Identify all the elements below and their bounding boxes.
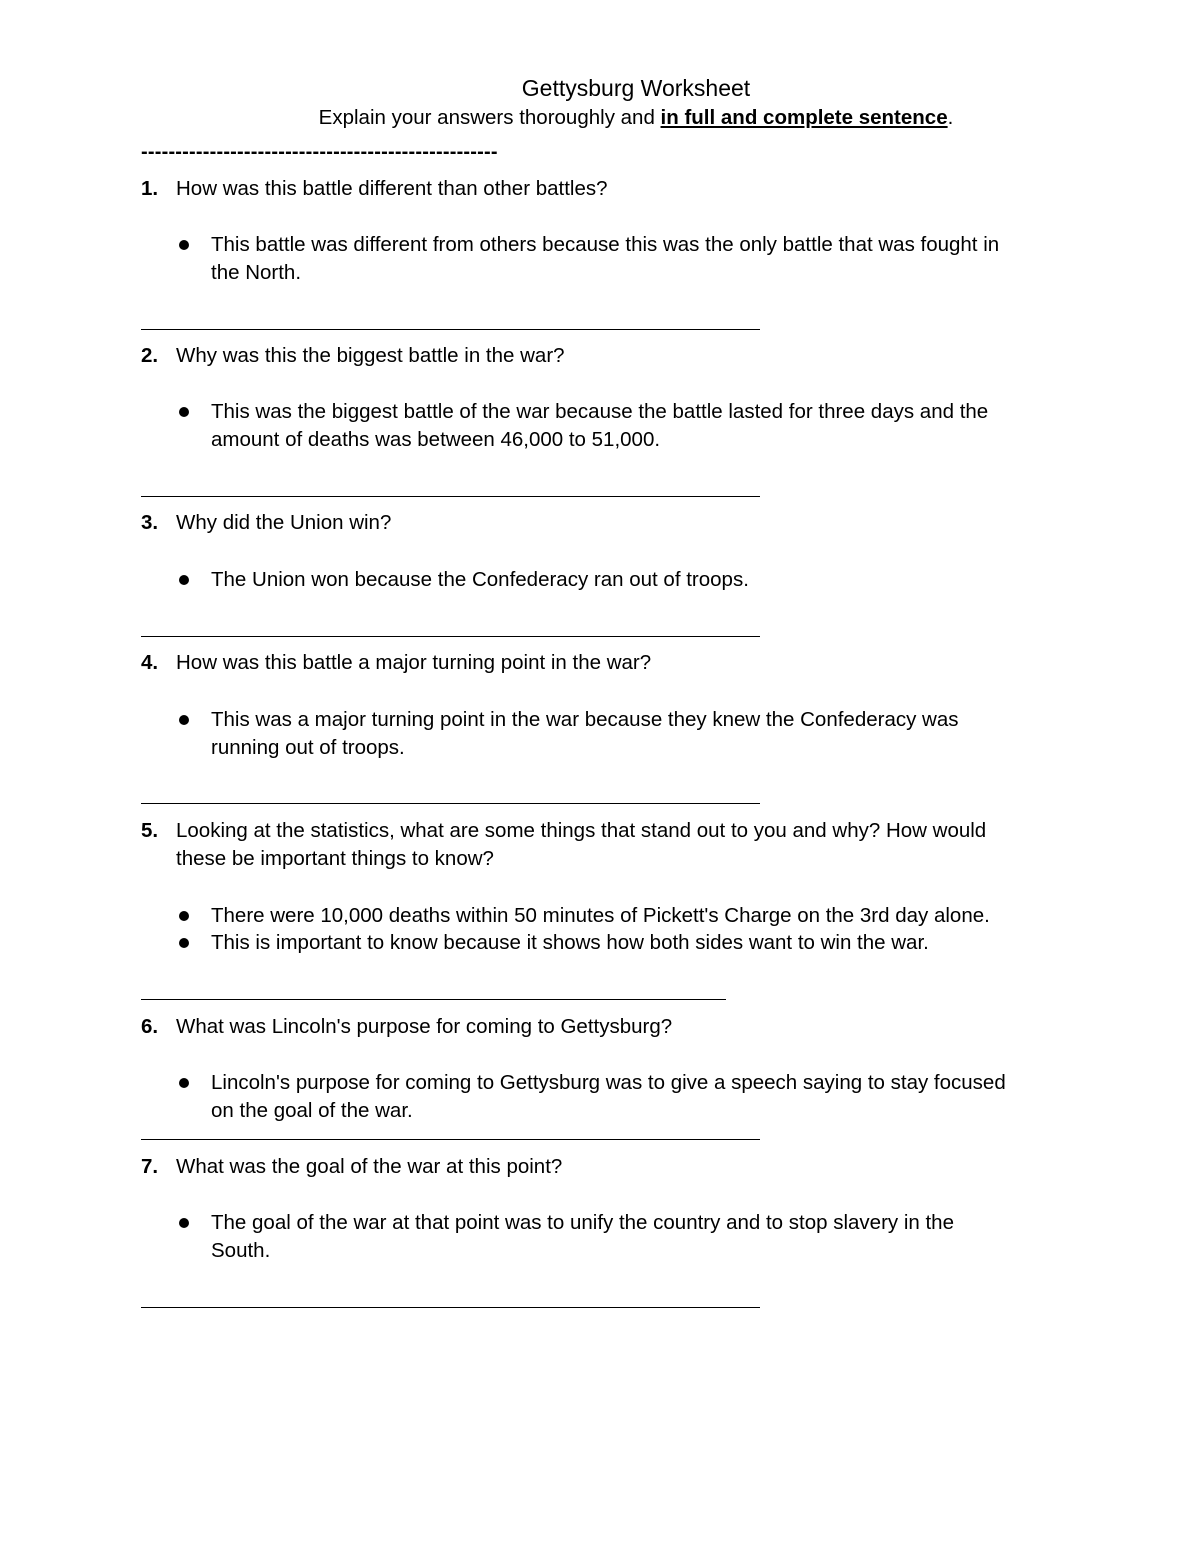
instructions-emphasis: in full and complete sentence <box>660 106 948 129</box>
question-text: How was this battle different than other battles? <box>176 177 608 200</box>
instructions-text: Explain your answers thoroughly and <box>318 106 661 129</box>
answer-line: running out of troops. <box>211 736 405 759</box>
bullet-icon <box>179 407 189 417</box>
instructions <box>0 103 1200 133</box>
question-number: 1. <box>141 177 159 200</box>
answer-line: South. <box>211 1239 271 1262</box>
bullet-icon <box>179 1218 189 1228</box>
separator-line <box>141 496 760 497</box>
question-text: Why was this the biggest battle in the war? <box>176 344 565 367</box>
answer-line: amount of deaths was between 46,000 to 51,000. <box>211 428 661 451</box>
question-number: 2. <box>141 344 159 367</box>
answer-line: This battle was different from others because this was the only battle that was fought in <box>211 233 1000 256</box>
question-text: What was Lincoln's purpose for coming to Gettysburg? <box>176 1015 673 1038</box>
bullet-icon <box>179 715 189 725</box>
bullet-icon <box>179 911 189 921</box>
separator-line <box>141 1139 760 1140</box>
bullet-icon <box>179 575 189 585</box>
question-number: 7. <box>141 1155 159 1178</box>
instructions-period: . <box>947 106 954 129</box>
answer-line: on the goal of the war. <box>211 1099 413 1122</box>
separator-line <box>141 636 760 637</box>
separator-line <box>141 1307 760 1308</box>
question-number: 5. <box>141 819 159 842</box>
page-title: Gettysburg Worksheet <box>521 75 751 101</box>
question-number: 4. <box>141 651 159 674</box>
question-number: 6. <box>141 1015 159 1038</box>
answer-line: This was the biggest battle of the war because the battle lasted for three days and the <box>211 400 989 423</box>
answer-line: This is important to know because it shows how both sides want to win the war. <box>211 931 929 954</box>
question-text: these be important things to know? <box>176 847 494 870</box>
answer-line: the North. <box>211 261 302 284</box>
question-text: How was this battle a major turning point in the war? <box>176 651 652 674</box>
bullet-icon <box>179 1078 189 1088</box>
bullet-icon <box>179 938 189 948</box>
bullet-icon <box>179 240 189 250</box>
separator-line <box>141 803 760 804</box>
answer-line: There were 10,000 deaths within 50 minutes of Pickett's Charge on the 3rd day alone. <box>211 904 990 927</box>
separator-line <box>141 999 726 1000</box>
answer-line: This was a major turning point in the war because they knew the Confederacy was <box>211 708 959 731</box>
separator-line <box>141 329 760 330</box>
question-number: 3. <box>141 511 159 534</box>
top-divider: ---------------------------------------------------- <box>141 141 498 163</box>
question-text: Why did the Union win? <box>176 511 392 534</box>
question-text: What was the goal of the war at this point? <box>176 1155 563 1178</box>
answer-line: The goal of the war at that point was to unify the country and to stop slavery in the <box>211 1211 954 1234</box>
answer-line: Lincoln's purpose for coming to Gettysburg was to give a speech saying to stay focused <box>211 1071 1006 1094</box>
answer-line: The Union won because the Confederacy ran out of troops. <box>211 568 749 591</box>
question-text: Looking at the statistics, what are some things that stand out to you and why? How would <box>176 819 987 842</box>
